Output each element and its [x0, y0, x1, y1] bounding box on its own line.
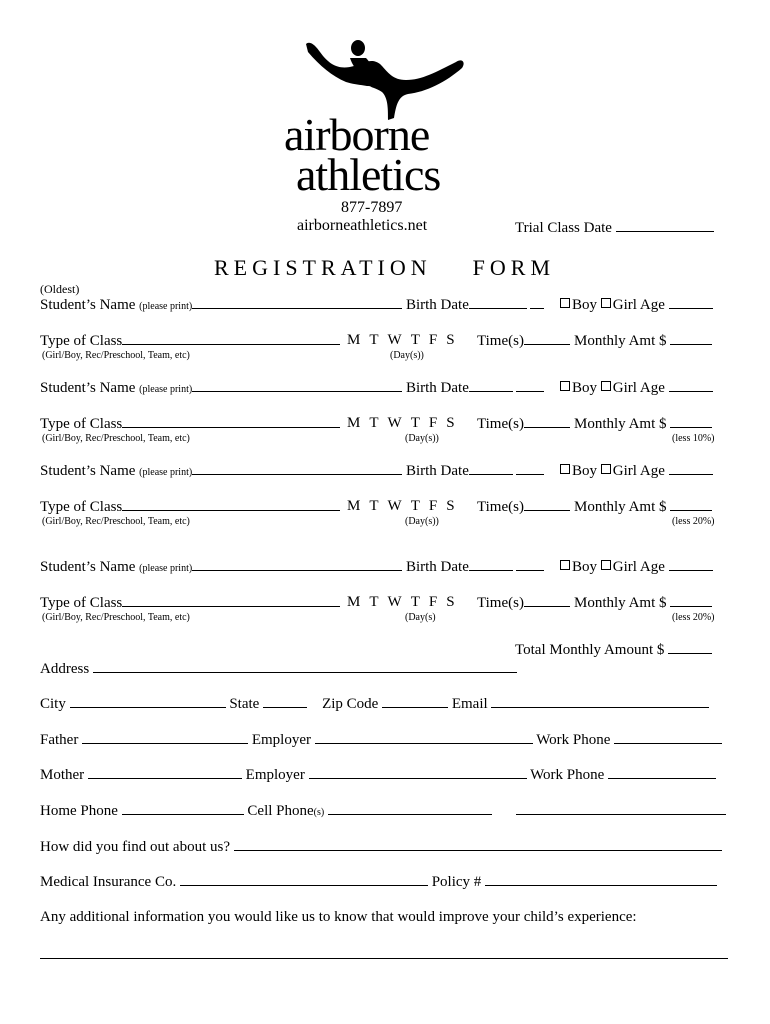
day-option[interactable]: T — [369, 332, 379, 348]
logo-wordmark-line1: airborne — [284, 109, 430, 160]
please-print-note: (please print) — [139, 384, 193, 395]
days-hint: (Day(s) — [405, 612, 436, 623]
day-option[interactable]: W — [387, 332, 402, 348]
policy-label: Policy # — [431, 874, 482, 890]
type-of-class-field[interactable] — [122, 594, 340, 607]
type-of-class-row — [40, 415, 340, 433]
father-employer-field[interactable] — [315, 731, 533, 744]
phone-row — [40, 802, 492, 820]
birth-date-field[interactable] — [469, 296, 527, 309]
please-print-note: (please print) — [139, 467, 193, 478]
cell-phone-extra — [516, 802, 726, 820]
girl-checkbox[interactable] — [601, 464, 611, 474]
type-of-class-label: Type of Class — [40, 416, 123, 432]
mother-label: Mother — [40, 767, 85, 783]
times-group — [477, 415, 570, 433]
type-of-class-label: Type of Class — [40, 333, 123, 349]
class-hint: (Girl/Boy, Rec/Preschool, Team, etc) — [42, 516, 190, 527]
age-field[interactable] — [669, 462, 713, 475]
student-name-row — [40, 462, 544, 480]
gender-age-group — [560, 462, 713, 480]
mother-work-phone-label: Work Phone — [530, 767, 605, 783]
day-option[interactable]: T — [410, 594, 420, 610]
gender-age-group — [560, 296, 713, 314]
times-group — [477, 332, 570, 350]
father-field[interactable] — [82, 731, 248, 744]
city-label: City — [40, 696, 66, 712]
logo-wordmark-line2: athletics — [296, 149, 441, 200]
times-field[interactable] — [524, 415, 570, 428]
mother-work-phone-field[interactable] — [608, 766, 716, 779]
day-option[interactable]: T — [369, 415, 379, 431]
please-print-note: (please print) — [139, 301, 193, 312]
monthly-amount-group — [574, 332, 712, 350]
day-option[interactable]: M — [347, 498, 361, 514]
monthly-amount-field[interactable] — [670, 594, 712, 607]
boy-checkbox[interactable] — [560, 298, 570, 308]
times-group — [477, 594, 570, 612]
age-field[interactable] — [669, 558, 713, 571]
boy-label: Boy — [572, 559, 598, 575]
monthly-amount-group — [574, 594, 712, 612]
father-row — [40, 731, 722, 749]
day-option[interactable]: T — [410, 415, 420, 431]
days-of-week — [347, 415, 464, 432]
girl-checkbox[interactable] — [601, 560, 611, 570]
student-name-field[interactable] — [192, 296, 402, 309]
type-of-class-row — [40, 498, 340, 516]
day-option[interactable]: F — [428, 415, 438, 431]
age-label: Age — [639, 380, 665, 396]
day-option[interactable]: T — [410, 332, 420, 348]
type-of-class-field[interactable] — [122, 498, 340, 511]
boy-label: Boy — [572, 463, 598, 479]
type-of-class-label: Type of Class — [40, 595, 123, 611]
birth-date-label: Birth Date — [405, 559, 469, 575]
total-monthly-amount — [515, 641, 712, 659]
student-name-field[interactable] — [192, 379, 402, 392]
phone-number: 877-7897 — [341, 199, 403, 216]
girl-label: Girl — [612, 297, 637, 313]
birth-date-label: Birth Date — [405, 463, 469, 479]
times-label: Time(s) — [477, 416, 524, 432]
times-field[interactable] — [524, 594, 570, 607]
discount-note: (less 10%) — [672, 433, 715, 444]
boy-checkbox[interactable] — [560, 381, 570, 391]
please-print-note: (please print) — [139, 563, 193, 574]
girl-label: Girl — [612, 559, 637, 575]
girl-label: Girl — [612, 380, 637, 396]
times-group — [477, 498, 570, 516]
mother-employer-field[interactable] — [309, 766, 527, 779]
days-hint: (Day(s)) — [390, 350, 424, 361]
day-option[interactable]: T — [410, 498, 420, 514]
insurance-row — [40, 873, 717, 891]
day-option[interactable]: F — [428, 332, 438, 348]
gender-age-group — [560, 379, 713, 397]
find-out-field[interactable] — [234, 838, 722, 851]
email-field[interactable] — [491, 695, 709, 708]
cell-phone-field-2[interactable] — [516, 802, 726, 815]
student-name-field[interactable] — [192, 558, 402, 571]
boy-checkbox[interactable] — [560, 560, 570, 570]
times-label: Time(s) — [477, 499, 524, 515]
times-label: Time(s) — [477, 595, 524, 611]
home-phone-label: Home Phone — [40, 803, 118, 819]
age-field[interactable] — [669, 296, 713, 309]
email-label: Email — [451, 696, 488, 712]
trial-class-date-label: Trial Class Date — [515, 220, 612, 236]
monthly-amount-group — [574, 415, 712, 433]
day-option[interactable]: M — [347, 415, 361, 431]
insurance-label: Medical Insurance Co. — [40, 874, 177, 890]
birth-date-field[interactable] — [469, 558, 513, 571]
discount-note: (less 20%) — [672, 612, 715, 623]
boy-label: Boy — [572, 297, 598, 313]
find-out-label: How did you find out about us? — [40, 839, 230, 855]
form-title-word2: FORM — [472, 255, 556, 280]
boy-label: Boy — [572, 380, 598, 396]
day-option[interactable]: S — [446, 332, 455, 348]
student-name-label: Student’s Name — [40, 297, 136, 313]
days-hint: (Day(s)) — [405, 433, 439, 444]
policy-field[interactable] — [485, 873, 717, 886]
student-name-field[interactable] — [192, 462, 402, 475]
state-field[interactable] — [263, 695, 307, 708]
type-of-class-label: Type of Class — [40, 499, 123, 515]
type-of-class-row — [40, 332, 340, 350]
father-employer-label: Employer — [251, 732, 311, 748]
birth-date-field-extra[interactable] — [516, 558, 544, 571]
day-option[interactable]: S — [446, 594, 455, 610]
trial-class-date — [515, 219, 714, 237]
form-title — [214, 255, 555, 281]
student-name-row — [40, 379, 544, 397]
address-field[interactable] — [93, 660, 517, 673]
monthly-amount-field[interactable] — [670, 498, 712, 511]
day-option[interactable]: F — [428, 594, 438, 610]
student-name-row — [40, 558, 544, 576]
day-option[interactable]: S — [446, 415, 455, 431]
girl-checkbox[interactable] — [601, 298, 611, 308]
zip-field[interactable] — [382, 695, 448, 708]
type-of-class-row — [40, 594, 340, 612]
monthly-amount-field[interactable] — [670, 332, 712, 345]
day-option[interactable]: M — [347, 332, 361, 348]
birth-date-field[interactable] — [469, 462, 513, 475]
day-option[interactable]: M — [347, 594, 361, 610]
form-title-word1: REGISTRATION — [214, 255, 432, 280]
monthly-amount-label: Monthly Amt $ — [574, 499, 667, 515]
oldest-note: (Oldest) — [40, 282, 80, 296]
times-field[interactable] — [524, 332, 570, 345]
birth-date-field-extra[interactable] — [516, 379, 544, 392]
days-of-week — [347, 594, 464, 611]
class-hint: (Girl/Boy, Rec/Preschool, Team, etc) — [42, 612, 190, 623]
mother-field[interactable] — [88, 766, 242, 779]
day-option[interactable]: W — [387, 415, 402, 431]
cell-phone-field-1[interactable] — [328, 802, 492, 815]
monthly-amount-label: Monthly Amt $ — [574, 416, 667, 432]
find-out-row — [40, 838, 722, 856]
girl-label: Girl — [612, 463, 637, 479]
birth-date-field-extra[interactable] — [516, 462, 544, 475]
day-option[interactable]: S — [446, 498, 455, 514]
address-row — [40, 660, 517, 678]
trial-class-date-field[interactable] — [616, 219, 714, 232]
monthly-amount-group — [574, 498, 712, 516]
total-monthly-label: Total Monthly Amount $ — [515, 642, 665, 658]
day-option[interactable]: F — [428, 498, 438, 514]
birth-date-label: Birth Date — [405, 297, 469, 313]
student-name-label: Student’s Name — [40, 380, 136, 396]
additional-info-label: Any additional information you would like us to know that would improve your child’s experience: — [40, 909, 637, 925]
birth-date-field[interactable] — [469, 379, 513, 392]
home-phone-field[interactable] — [122, 802, 244, 815]
age-field[interactable] — [669, 379, 713, 392]
father-work-phone-label: Work Phone — [536, 732, 611, 748]
father-work-phone-field[interactable] — [614, 731, 722, 744]
type-of-class-field[interactable] — [122, 415, 340, 428]
times-label: Time(s) — [477, 333, 524, 349]
age-label: Age — [639, 559, 665, 575]
monthly-amount-label: Monthly Amt $ — [574, 595, 667, 611]
days-of-week — [347, 498, 464, 515]
father-label: Father — [40, 732, 79, 748]
boy-checkbox[interactable] — [560, 464, 570, 474]
monthly-amount-label: Monthly Amt $ — [574, 333, 667, 349]
student-name-label: Student’s Name — [40, 559, 136, 575]
age-label: Age — [639, 463, 665, 479]
website-link[interactable]: airborneathletics.net — [297, 217, 428, 234]
day-option[interactable]: T — [369, 498, 379, 514]
city-row — [40, 695, 709, 713]
mother-row — [40, 766, 716, 784]
day-option[interactable]: T — [369, 594, 379, 610]
cell-phone-suffix: (s) — [313, 807, 325, 818]
additional-info-field[interactable] — [40, 948, 728, 959]
city-field[interactable] — [70, 695, 226, 708]
day-option[interactable]: W — [387, 594, 402, 610]
mother-employer-label: Employer — [245, 767, 305, 783]
state-label: State — [229, 696, 260, 712]
monthly-amount-field[interactable] — [670, 415, 712, 428]
cell-phone-label: Cell Phone — [247, 803, 314, 819]
address-label: Address — [40, 661, 90, 677]
type-of-class-field[interactable] — [122, 332, 340, 345]
student-name-label: Student’s Name — [40, 463, 136, 479]
days-of-week — [347, 332, 464, 349]
insurance-field[interactable] — [180, 873, 428, 886]
girl-checkbox[interactable] — [601, 381, 611, 391]
days-hint: (Day(s)) — [405, 516, 439, 527]
total-monthly-field[interactable] — [668, 641, 712, 654]
times-field[interactable] — [524, 498, 570, 511]
discount-note: (less 20%) — [672, 516, 715, 527]
class-hint: (Girl/Boy, Rec/Preschool, Team, etc) — [42, 433, 190, 444]
age-label: Age — [639, 297, 665, 313]
birth-date-label: Birth Date — [405, 380, 469, 396]
gender-age-group — [560, 558, 713, 576]
birth-date-field-extra[interactable] — [530, 296, 544, 309]
class-hint: (Girl/Boy, Rec/Preschool, Team, etc) — [42, 350, 190, 361]
zip-label: Zip Code — [322, 696, 379, 712]
student-name-row — [40, 296, 544, 314]
day-option[interactable]: W — [387, 498, 402, 514]
